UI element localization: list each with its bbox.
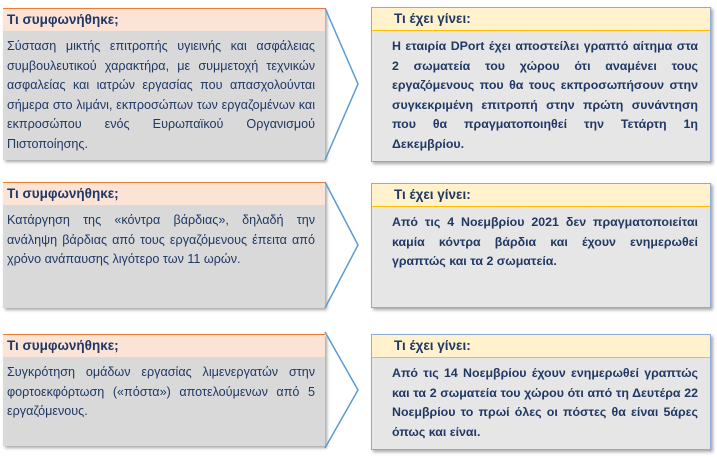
agreed-text-2: Κατάργηση της «κόντρα βάρδιας», δηλαδή την ανάληψη βάρδιας από τους εργαζόμενους έπειτα από χρόνο ανάπαυσης λιγότερο των 11 ωρών.	[7, 213, 315, 266]
done-text-2: Από τις 4 Νοεμβρίου 2021 δεν πραγματοποιείται καμία κόντρα βάρδια και έχουν ενημερωθεί γραπτώς και τα 2 σωματεία.	[392, 215, 698, 268]
done-text-3: Από τις 14 Νοεμβρίου έχουν ενημερωθεί γραπτώς και τα 2 σωματεία του χώρου ότι από τη Δευτέρα 22 Νοεμβρίου το πρωί όλες οι πόστες θα είναι 5άρες όπως και είναι.	[392, 366, 698, 439]
done-heading-1: Τι έχει γίνει:	[372, 8, 710, 31]
done-heading-2: Τι έχει γίνει:	[372, 184, 710, 207]
arrow-connector-1	[324, 6, 360, 162]
done-box-2	[371, 183, 711, 308]
arrow-connector-3	[324, 330, 360, 450]
agreed-text-1: Σύσταση μικτής επιτροπής υγιεινής και ασφάλειας συμβουλευτικού χαρακτήρα, με συμμετοχή τεχνικών ασφαλείας και ιατρών εργασίας που απασχολούνται σήμερα στο λιμάνι, εκπροσώπων των εργαζομένων και εκπροσώπου ενός Ευρωπαϊκού Οργανισμού Πιστοποίησης.	[7, 39, 315, 151]
done-box-3	[371, 334, 711, 450]
arrow-connector-2	[324, 180, 360, 310]
agreed-heading-2: Τι συμφωνήθηκε;	[3, 182, 325, 205]
agreed-box-1	[3, 8, 325, 160]
agreed-text-3: Συγκρότηση ομάδων εργασίας λιμενεργατών στην φορτοεκφόρτωση («πόστα») αποτελούμενων από 5 εργαζόμενους.	[7, 365, 315, 418]
agreed-box-3	[3, 334, 325, 446]
done-text-1: Η εταιρία DPort έχει αποστείλει γραπτό αίτημα στα 2 σωματεία του χώρου ότι αναμένει τους εργαζόμενους που θα τους εκπροσωπήσουν στην συγκεκριμένη επιτροπή στην πρώτη συνάντηση που θα πραγματοποιηθεί την Τετάρτη 1η Δεκεμβρίου.	[392, 39, 698, 151]
agreed-heading-1: Τι συμφωνήθηκε;	[3, 8, 325, 31]
agreed-heading-3: Τι συμφωνήθηκε;	[3, 334, 325, 357]
agreed-box-2	[3, 182, 325, 308]
done-heading-3: Τι έχει γίνει:	[372, 335, 710, 358]
done-box-1	[371, 7, 711, 162]
